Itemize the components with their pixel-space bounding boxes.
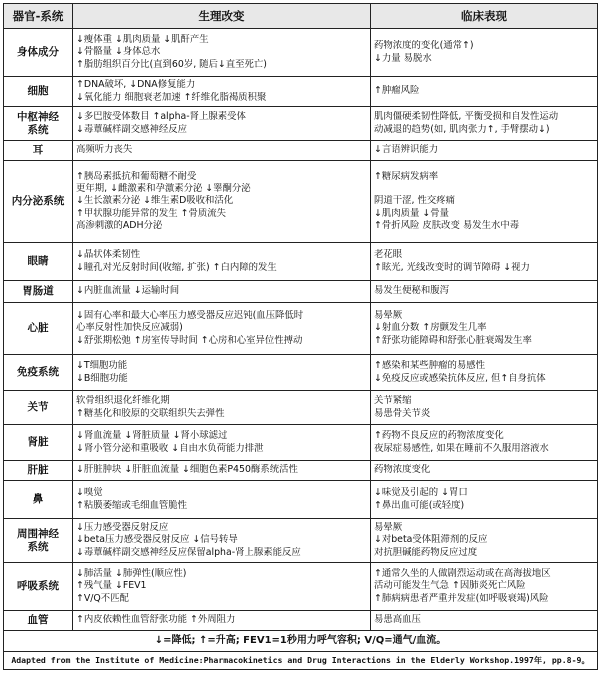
physio-line: ↓瘦体重 ↓肌肉质量 ↓肌酐产生 (76, 34, 209, 46)
physio-line: 软骨组织退化纤维化期 (76, 395, 170, 407)
physio-line: ↑V/Q不匹配 (76, 592, 129, 604)
physiological-cell (73, 281, 371, 303)
source-citation: Adapted from the Institute of Medicine:Pharmacokinetics and Drug Interactions in the Elderly Workshop.1997年, pp.8-9。 (4, 652, 598, 670)
organ-line: 免疫系统 (17, 366, 59, 378)
clinical-cell (371, 425, 598, 461)
clinical-line: ↑糖尿病发病率 (374, 170, 439, 182)
table-row (4, 77, 598, 107)
physio-line: ↑脂肪组织百分比(直到60岁, 随后↓直至死亡) (76, 58, 267, 70)
physio-line: ↓骨骼量 ↓身体总水 (76, 46, 161, 58)
physiological-cell (73, 77, 371, 107)
physio-line: ↑DNA破坏, ↓DNA修复能力 (76, 79, 196, 91)
physio-line: ↑胰岛素抵抗和葡萄糖不耐受 (76, 170, 197, 182)
organ-line: 身体成分 (17, 46, 59, 58)
physio-line: ↓氧化能力 细胞衰老加速 ↑纤维化脂褐质积聚 (76, 91, 267, 103)
organ-line: 肾脏 (27, 436, 49, 448)
source-row (4, 652, 598, 670)
clinical-line: 易晕厥 (374, 310, 403, 322)
clinical-line (374, 183, 594, 195)
table-row (4, 425, 598, 461)
physio-line: ↓肾血流量 ↓肾脏质量 ↓肾小球滤过 (76, 430, 228, 442)
organ-cell (4, 303, 73, 355)
clinical-cell (371, 355, 598, 391)
physio-line: ↑甲状腺功能异常的发生 ↑骨质流失 (76, 207, 226, 219)
table-row (4, 461, 598, 481)
clinical-line: ↓射血分数 ↑房颤发生几率 (374, 322, 487, 334)
clinical-cell (371, 611, 598, 631)
table-row (4, 29, 598, 77)
clinical-line: 易患骨关节炎 (374, 407, 431, 419)
organ-line: 胃肠道 (22, 285, 54, 297)
physiological-cell (73, 481, 371, 519)
physio-line: ↓肝脏肿块 ↓肝脏血流量 ↓细胞色素P450酶系统活性 (76, 464, 298, 476)
organ-cell (4, 161, 73, 243)
clinical-cell (371, 77, 598, 107)
clinical-line: ↓免疫反应或感染抗体反应, 但↑自身抗体 (374, 372, 546, 384)
physio-line: ↓多巴胺受体数目 ↑alpha-肾上腺素受体 (76, 111, 246, 123)
clinical-line: ↑感染和某些肿瘤的易感性 (374, 360, 485, 372)
clinical-line: 易发生便秘和腹泻 (374, 285, 450, 297)
clinical-line: ↓味觉及引起的 ↓胃口 (374, 487, 468, 499)
clinical-line: 动减退的趋势(如, 肌肉张力↑, 手臂摆动↓) (374, 123, 550, 135)
physiological-cell (73, 141, 371, 161)
physio-line: ↓毒蕈碱样副交感神经反应 (76, 123, 187, 135)
organ-line: 耳 (32, 144, 44, 156)
physio-line: ↓肺活量 ↓肺弹性(顺应性) (76, 568, 187, 580)
table-row (4, 303, 598, 355)
clinical-line: 药物浓度的变化(通常↑) (374, 40, 474, 52)
clinical-cell (371, 519, 598, 563)
table-row (4, 107, 598, 141)
clinical-line: 肌肉僵硬柔韧性降低, 平衡受损和自发性运动 (374, 111, 559, 123)
table-body (4, 29, 598, 631)
physio-line: ↓beta压力感受器反射反应 ↓信号转导 (76, 534, 238, 546)
physiological-cell (73, 29, 371, 77)
clinical-line: ↓言语辨识能力 (374, 144, 439, 156)
physio-line: ↑粘膜萎缩或毛细血管脆性 (76, 499, 187, 511)
clinical-line: ↑通常久坐的人做剧烈运动或在高海拔地区 (374, 568, 551, 580)
organ-cell (4, 481, 73, 519)
table-row (4, 141, 598, 161)
table-row (4, 563, 598, 611)
table-row (4, 355, 598, 391)
physio-line: ↓肾小管分泌和重吸收 ↓自由水负荷能力排泄 (76, 442, 264, 454)
physio-line: ↓瞳孔对光反射时间(收缩, 扩张) ↑白内障的发生 (76, 261, 277, 273)
table-row (4, 519, 598, 563)
physio-line: ↑糖基化和胶原的交联组织失去弹性 (76, 407, 225, 419)
physiological-cell (73, 107, 371, 141)
physio-line: 高渗刺激的ADH分泌 (76, 219, 163, 231)
physio-line: 更年期, ↓雌激素和孕激素分泌 ↓睾酮分泌 (76, 183, 251, 195)
physio-line: ↓压力感受器反射反应 (76, 522, 169, 534)
organ-cell (4, 77, 73, 107)
physio-line: 高频听力丧失 (76, 144, 133, 156)
physio-line: ↑残气量 ↓FEV1 (76, 580, 147, 592)
physio-line: ↓嗅觉 (76, 487, 103, 499)
physio-line: ↓晶状体柔韧性 (76, 249, 141, 261)
physiological-cell (73, 519, 371, 563)
table-row (4, 481, 598, 519)
header-clinical-manifestations: 临床表现 (371, 4, 598, 29)
physiological-cell (73, 355, 371, 391)
clinical-line: ↓肌肉质量 ↓骨量 (374, 207, 449, 219)
organ-line: 系统 (27, 123, 49, 136)
clinical-line: 易晕厥 (374, 522, 403, 534)
organ-cell (4, 425, 73, 461)
organ-line: 周围神经 (17, 527, 59, 540)
clinical-line: 老花眼 (374, 249, 403, 261)
clinical-cell (371, 461, 598, 481)
clinical-line: ↓对beta受体阻滞剂的反应 (374, 534, 488, 546)
clinical-line: 阴道干涩, 性交疼痛 (374, 195, 455, 207)
organ-line: 中枢神经 (17, 110, 59, 123)
clinical-cell (371, 243, 598, 281)
physiological-cell (73, 161, 371, 243)
clinical-line: ↑眩光, 光线改变时的调节障碍 ↓视力 (374, 261, 530, 273)
organ-cell (4, 107, 73, 141)
physio-line: 心率反射性加快反应减弱) (76, 322, 183, 334)
organ-cell (4, 611, 73, 631)
clinical-cell (371, 303, 598, 355)
clinical-line: 药物浓度变化 (374, 464, 431, 476)
clinical-line: ↑鼻出血可能(或轻度) (374, 499, 465, 511)
aging-changes-table (3, 3, 598, 670)
organ-cell (4, 461, 73, 481)
clinical-line: ↑肺病病患者严重并发症(如呼吸衰竭)风险 (374, 592, 549, 604)
table-row (4, 391, 598, 425)
table-row (4, 281, 598, 303)
clinical-cell (371, 481, 598, 519)
clinical-line: 易患高血压 (374, 614, 421, 626)
physio-line: ↓毒蕈碱样副交感神经反应保留alpha-肾上腺素能反应 (76, 546, 301, 558)
header-physiological-changes: 生理改变 (73, 4, 371, 29)
clinical-line: ↑药物不良反应的药物浓度变化 (374, 430, 504, 442)
organ-cell (4, 281, 73, 303)
clinical-line: 夜尿症易感性, 如果在睡前不久服用溶液水 (374, 442, 549, 454)
legend-text: ↓=降低; ↑=升高; FEV1=1秒用力呼气容积; V/Q=通气/血流。 (4, 631, 598, 652)
clinical-line: ↑舒张功能障碍和舒张心脏衰竭发生率 (374, 334, 532, 346)
table-row (4, 161, 598, 243)
organ-line: 呼吸系统 (17, 580, 59, 592)
organ-line: 关节 (27, 401, 49, 413)
header-row (4, 4, 598, 29)
clinical-line: 对抗胆碱能药物反应过度 (374, 546, 478, 558)
clinical-cell (371, 161, 598, 243)
organ-line: 眼睛 (27, 255, 49, 267)
organ-line: 系统 (27, 540, 49, 553)
organ-cell (4, 29, 73, 77)
physio-line: ↑内皮依赖性血管舒张功能 ↑外周阻力 (76, 614, 236, 626)
clinical-cell (371, 563, 598, 611)
document (3, 3, 597, 670)
legend-row (4, 631, 598, 652)
table-row (4, 243, 598, 281)
header-organ: 器官-系统 (4, 4, 73, 29)
clinical-cell (371, 141, 598, 161)
clinical-line: 活动可能发生气急 ↑因肺炎死亡风险 (374, 580, 526, 592)
physiological-cell (73, 611, 371, 631)
organ-line: 肝脏 (27, 464, 49, 476)
organ-cell (4, 563, 73, 611)
physiological-cell (73, 391, 371, 425)
organ-line: 鼻 (32, 493, 44, 505)
organ-cell (4, 519, 73, 563)
organ-line: 心脏 (27, 322, 49, 334)
organ-cell (4, 141, 73, 161)
physiological-cell (73, 563, 371, 611)
clinical-line: ↓力量 易脱水 (374, 52, 432, 64)
clinical-line: 关节紧缩 (374, 395, 412, 407)
clinical-cell (371, 281, 598, 303)
organ-cell (4, 355, 73, 391)
organ-line: 细胞 (27, 85, 49, 97)
table-row (4, 611, 598, 631)
clinical-cell (371, 107, 598, 141)
physiological-cell (73, 303, 371, 355)
physio-line: ↓舒张期松弛 ↑房室传导时间 ↑心房和心室异位性搏动 (76, 334, 303, 346)
organ-line: 内分泌系统 (11, 195, 65, 207)
organ-cell (4, 391, 73, 425)
physio-line: ↓T细胞功能 (76, 360, 128, 372)
physiological-cell (73, 425, 371, 461)
clinical-line: ↑骨折风险 皮肤改变 易发生水中毒 (374, 219, 520, 231)
physiological-cell (73, 461, 371, 481)
clinical-line: ↑肿瘤风险 (374, 85, 420, 97)
physio-line: ↓B细胞功能 (76, 372, 128, 384)
physiological-cell (73, 243, 371, 281)
physio-line: ↓固有心率和最大心率压力感受器反应迟钝(血压降低时 (76, 310, 304, 322)
clinical-cell (371, 391, 598, 425)
organ-line: 血管 (27, 614, 49, 626)
organ-cell (4, 243, 73, 281)
physio-line: ↓内脏血流量 ↓运输时间 (76, 285, 180, 297)
physio-line: ↓生长激素分泌 ↓维生素D吸收和活化 (76, 195, 234, 207)
clinical-cell (371, 29, 598, 77)
